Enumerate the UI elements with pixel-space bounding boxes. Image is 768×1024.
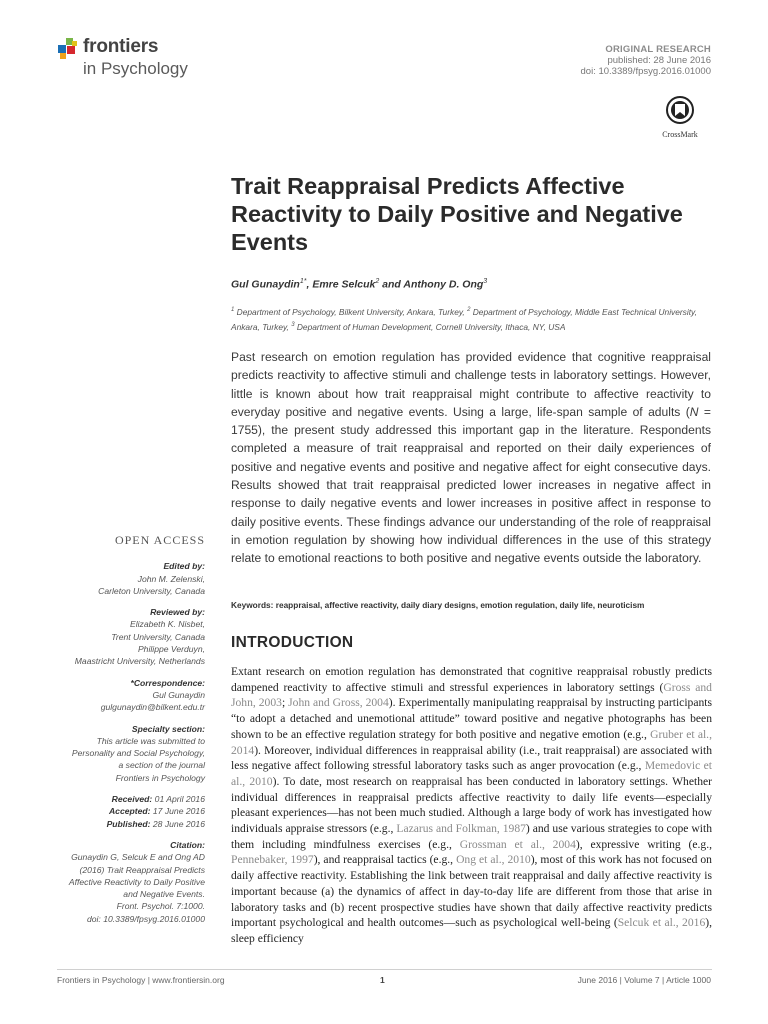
citation-line: doi: 10.3389/fpsyg.2016.01000	[86, 913, 205, 924]
sidebar-line: Philippe Verduyn,	[137, 644, 205, 655]
page-number: 1	[380, 975, 385, 985]
date-row	[40, 805, 205, 817]
sidebar-block	[40, 677, 205, 714]
reference-link[interactable]: John and Gross, 2004	[288, 696, 389, 710]
sidebar-line: Personality and Social Psychology,	[71, 748, 205, 759]
reference-link[interactable]: Selcuk et al., 2016	[617, 916, 706, 930]
sidebar-heading: Specialty section:	[131, 723, 205, 734]
reference-link[interactable]: Grossman et al., 2004	[459, 837, 576, 851]
body-text: ). To date, most research on reappraisal has been conducted in laboratory settings. Whether individual differences in reappraisal predicts affective reactivity to daily life events—especially pleasant experiences—has not been much studied. Although a large body of work has investigated how individuals appraise stressors (e.g.,	[231, 774, 712, 836]
body-text: ), expressive writing (e.g.,	[575, 837, 712, 851]
sidebar-block	[40, 723, 205, 784]
body-text: Extant research on emotion regulation has demonstrated that cognitive reappraisal robustly predicts dampened reactivity to affective stimuli and stressful experiences in laboratory settings (	[231, 665, 712, 694]
article-sidebar	[40, 534, 205, 925]
date-label: Accepted:	[108, 806, 151, 817]
sidebar-line: Frontiers in Psychology	[115, 772, 205, 783]
affiliation-mark: 2	[467, 307, 471, 313]
affiliations	[231, 304, 713, 334]
body-text: ), most of this work has not focused on daily affective reactivity. Establishing the link between trait reappraisal and daily affective reactivity is important because (a) the dynamics of affect in day-to-day life are different from those that arise in laboratory tasks and (b) recent prospective studies have shown that daily affective reactivity predicts important psychological and health outcomes—such as psychological well-being (	[231, 853, 712, 930]
affiliation-text: Department of Human Development, Cornell University, Ithaca, NY, USA	[294, 321, 566, 332]
sidebar-block	[40, 560, 205, 597]
date-value: 17 June 2016	[152, 806, 205, 817]
article-type: ORIGINAL RESEARCH	[605, 44, 711, 55]
author-name: Emre Selcuk	[312, 278, 376, 291]
citation-line: and Negative Events.	[123, 889, 205, 900]
published-date: published: 28 June 2016	[607, 55, 711, 66]
crossmark-label: CrossMark	[662, 130, 698, 139]
journal-logo	[57, 34, 207, 84]
abstract-text: Past research on emotion regulation has provided evidence that cognitive reappraisal predicts reactivity to affective stimuli and challenge tests in laboratory settings. However, little is known about how trait reappraisal might contribute to affective reactivity to everyday positive and negative events. Using a large, life-span sample of adults (	[231, 350, 711, 419]
frontiers-logo-icon	[57, 36, 79, 60]
citation-line: Front. Psychol. 7:1000.	[116, 901, 205, 912]
article-dates	[40, 793, 205, 830]
citation-line: Affective Reactivity to Daily Positive	[68, 876, 205, 887]
abstract-text: N	[689, 404, 699, 419]
citation-line: Gunaydin G, Selcuk E and Ong AD	[71, 852, 205, 863]
keywords: Keywords: reappraisal, affective reactivity, daily diary designs, emotion regulation, daily life, neuroticism	[231, 600, 645, 610]
doi-link[interactable]: doi: 10.3389/fpsyg.2016.01000	[580, 66, 711, 77]
sidebar-heading: Edited by:	[163, 561, 205, 572]
body-text: ;	[281, 696, 289, 710]
reference-link[interactable]: Ong et al., 2010	[456, 853, 531, 867]
sidebar-line: Maastricht University, Netherlands	[74, 656, 205, 667]
citation-block	[40, 839, 205, 925]
author-name: Anthony D. Ong	[403, 278, 484, 291]
abstract	[231, 348, 711, 568]
section-heading-introduction: INTRODUCTION	[231, 634, 354, 651]
reference-link[interactable]: Pennebaker, 1997	[231, 853, 314, 867]
body-text: ), and reappraisal tactics (e.g.,	[313, 853, 457, 867]
abstract-text: = 1755), the present study addressed this important gap in the literature. Respondents completed a measure of trait reappraisal and reported on their daily experiences of positive and negative events and positive and negative affect for eight consecutive days. Results showed that trait reappraisal predicted lower increases in negative affect in response to daily negative events and lower increases in positive affect in response to daily positive events. These findings advance our understanding of the role of reappraisal in emotion regulation by showing how individual differences in the use of this strategy relate to emotional reactions to both positive and negative events outside the laboratory.	[231, 404, 711, 566]
reference-link[interactable]: Memedovic et al., 2010	[231, 759, 712, 788]
affiliation-text: Department of Psychology, Bilkent University, Ankara, Turkey,	[234, 306, 468, 317]
body-text: ), sleep efficiency	[231, 916, 713, 945]
crossmark-badge[interactable]	[660, 96, 700, 139]
crossmark-icon	[666, 96, 694, 124]
date-row	[40, 793, 205, 805]
author-affiliation-mark: 1*	[299, 278, 307, 285]
author-affiliation-mark: 2	[375, 278, 380, 285]
footer-issue: June 2016 | Volume 7 | Article 1000	[577, 975, 711, 985]
reference-link[interactable]: Lazarus and Folkman, 1987	[396, 822, 526, 836]
affiliation-text: Department of Psychology, Middle East Technical University, Ankara, Turkey,	[231, 306, 697, 332]
body-text: ) and use various strategies to cope with them including mindfulness exercises (e.g.,	[231, 822, 712, 851]
author-name: Gul Gunaydin	[231, 278, 300, 291]
author-list: Gul Gunaydin$^{1*}$, Emre Selcuk$^2$ and Anthony D. Ong$^3$	[231, 278, 488, 291]
sidebar-line: This article was submitted to	[96, 735, 205, 746]
sidebar-line: John M. Zelenski,	[137, 573, 205, 584]
citation-line: (2016) Trait Reappraisal Predicts	[79, 864, 205, 875]
affiliation-mark: 1	[231, 307, 235, 313]
sidebar-line: Elizabeth K. Nisbet,	[130, 619, 205, 630]
logo-text-journal: in Psychology	[83, 59, 188, 78]
sidebar-line: Trent University, Canada	[111, 631, 205, 642]
date-row	[40, 818, 205, 830]
date-value: 28 June 2016	[152, 818, 205, 829]
sidebar-heading: Citation:	[170, 839, 205, 850]
body-text: ). Moreover, individual differences in reappraisal ability (i.e., trait reappraisal) are associated with less negative affect following stressful laboratory tasks such as anger provocation (e.g.,	[231, 743, 712, 773]
sidebar-blocks	[40, 560, 205, 784]
footer-journal: Frontiers in Psychology | www.frontiersin.org	[57, 975, 225, 985]
date-label: Received:	[111, 794, 153, 805]
sidebar-heading: *Correspondence:	[130, 677, 205, 688]
affiliation-mark: 3	[291, 321, 295, 328]
sidebar-block	[40, 606, 205, 667]
sidebar-line: a section of the journal	[118, 760, 205, 771]
open-access-label: OPEN ACCESS	[114, 533, 205, 547]
reference-link[interactable]: Gross and John, 2003	[231, 680, 712, 710]
date-value: 01 April 2016	[154, 794, 205, 805]
article-title: Trait Reappraisal Predicts Affective Reactivity to Daily Positive and Negative Events	[231, 173, 683, 255]
introduction-body	[231, 664, 712, 947]
sidebar-line: Gul Gunaydin	[152, 689, 205, 700]
reference-link[interactable]: Gruber et al., 2014	[231, 727, 712, 757]
article-meta	[581, 44, 711, 77]
logo-text-frontiers: frontiers	[83, 36, 159, 57]
sidebar-heading: Reviewed by:	[150, 607, 205, 618]
correspondence-email[interactable]: gulgunaydin@bilkent.edu.tr	[100, 702, 205, 713]
sidebar-line: Carleton University, Canada	[98, 585, 205, 596]
body-text: ). Experimentally manipulating reappraisal by instructing participants “to adopt a detached and unemotional attitude” toward positive and negative photographs has been shown to be an effective regulation strategy for both positive and negative emotion (e.g.,	[231, 696, 713, 741]
date-label: Published:	[106, 818, 151, 829]
author-affiliation-mark: 3	[483, 278, 488, 285]
footer-divider	[57, 969, 712, 970]
